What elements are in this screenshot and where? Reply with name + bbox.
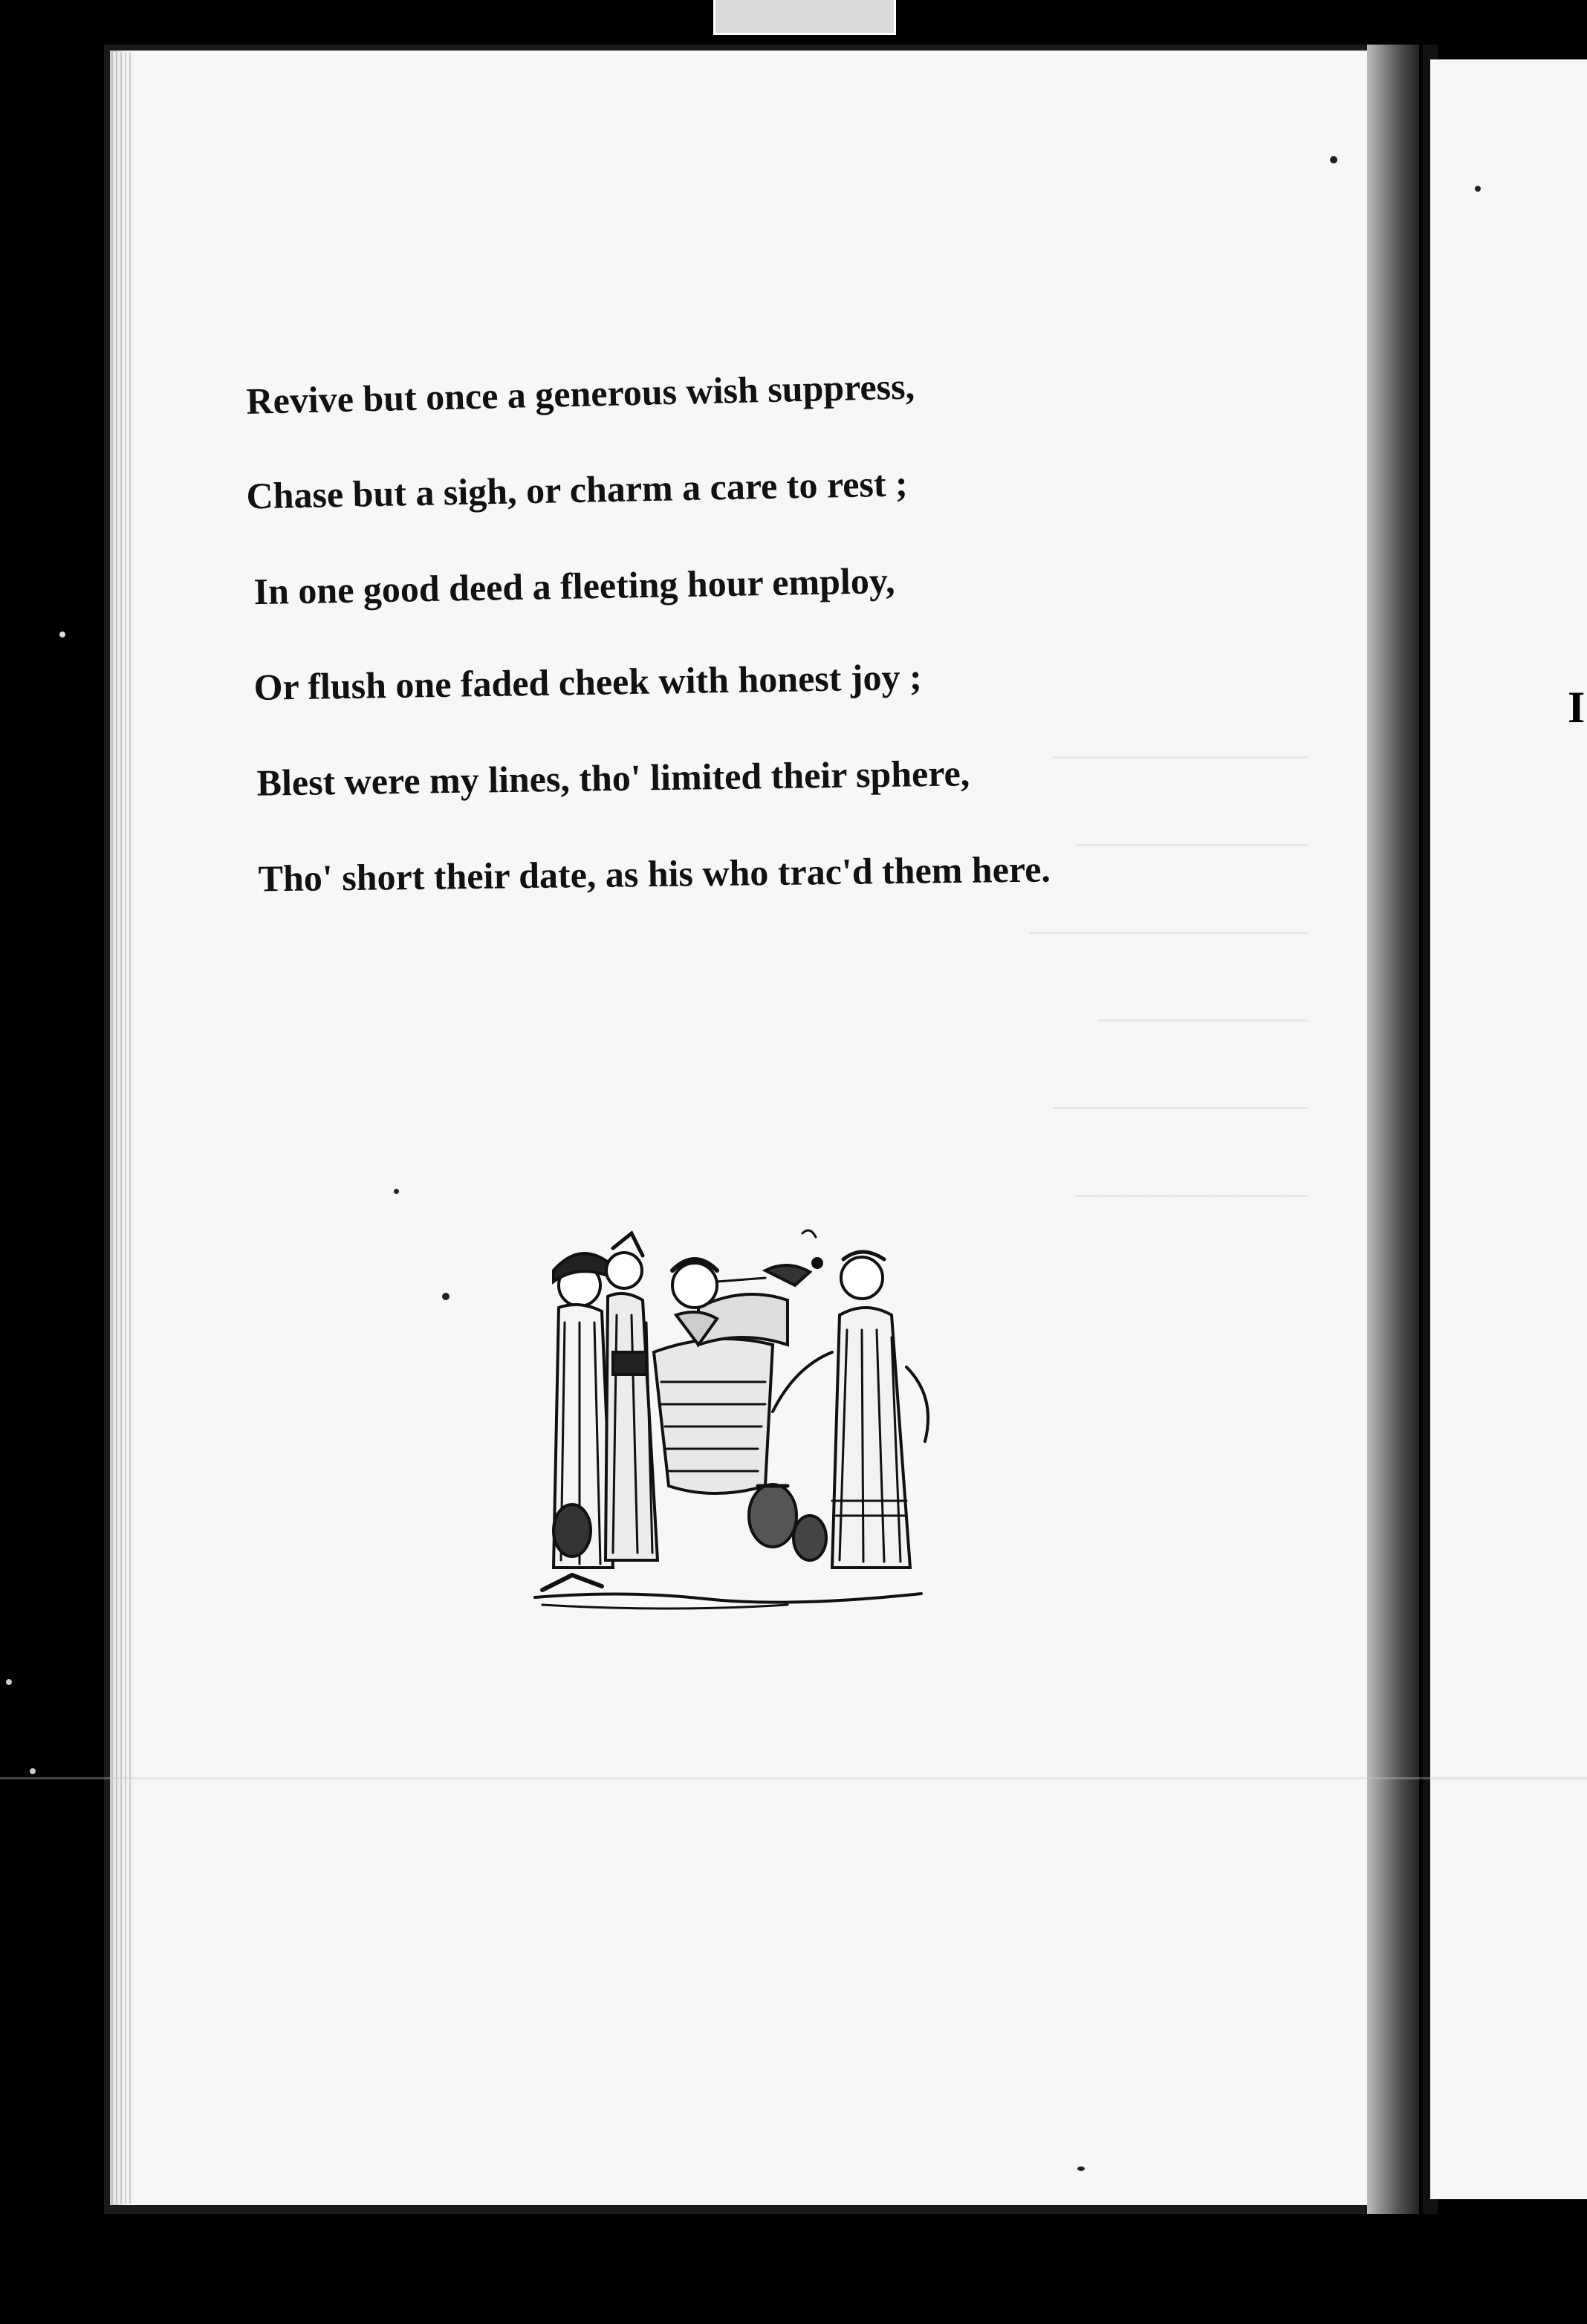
dust-speck bbox=[1077, 2166, 1085, 2171]
poem-line: In one good deed a fleeting hour employ, bbox=[253, 559, 896, 613]
facing-page bbox=[1430, 59, 1587, 2199]
scan-artifact-line bbox=[0, 1777, 1587, 1779]
bleed-through: ─────────── ────────── ──────────── ───────── ─────────── ────────── bbox=[1029, 739, 1308, 1213]
page-edge bbox=[111, 52, 134, 2204]
poem-line: Chase but a sigh, or charm a care to rest ; bbox=[246, 462, 909, 517]
facing-page-letter: I bbox=[1568, 683, 1586, 732]
dust-speck bbox=[30, 1768, 36, 1774]
dust-speck bbox=[394, 1189, 399, 1194]
dust-speck bbox=[6, 1679, 12, 1685]
woodcut-vignette-figures-icon bbox=[520, 1218, 951, 1620]
poem-line: Blest were my lines, tho' limited their sphere, bbox=[256, 752, 970, 804]
dust-speck bbox=[1330, 156, 1337, 163]
dust-speck bbox=[442, 1293, 450, 1300]
dust-speck bbox=[59, 632, 65, 637]
page-gutter bbox=[1367, 45, 1419, 2214]
poem-line: Tho' short their date, as his who trac'd them here. bbox=[258, 848, 1051, 900]
poem-stanza bbox=[247, 363, 1287, 942]
scanner-tab bbox=[713, 0, 896, 35]
poem-line: Or flush one faded cheek with honest joy ; bbox=[253, 655, 923, 708]
dust-speck bbox=[1475, 186, 1481, 192]
poem-line: Revive but once a generous wish suppress, bbox=[245, 365, 915, 422]
